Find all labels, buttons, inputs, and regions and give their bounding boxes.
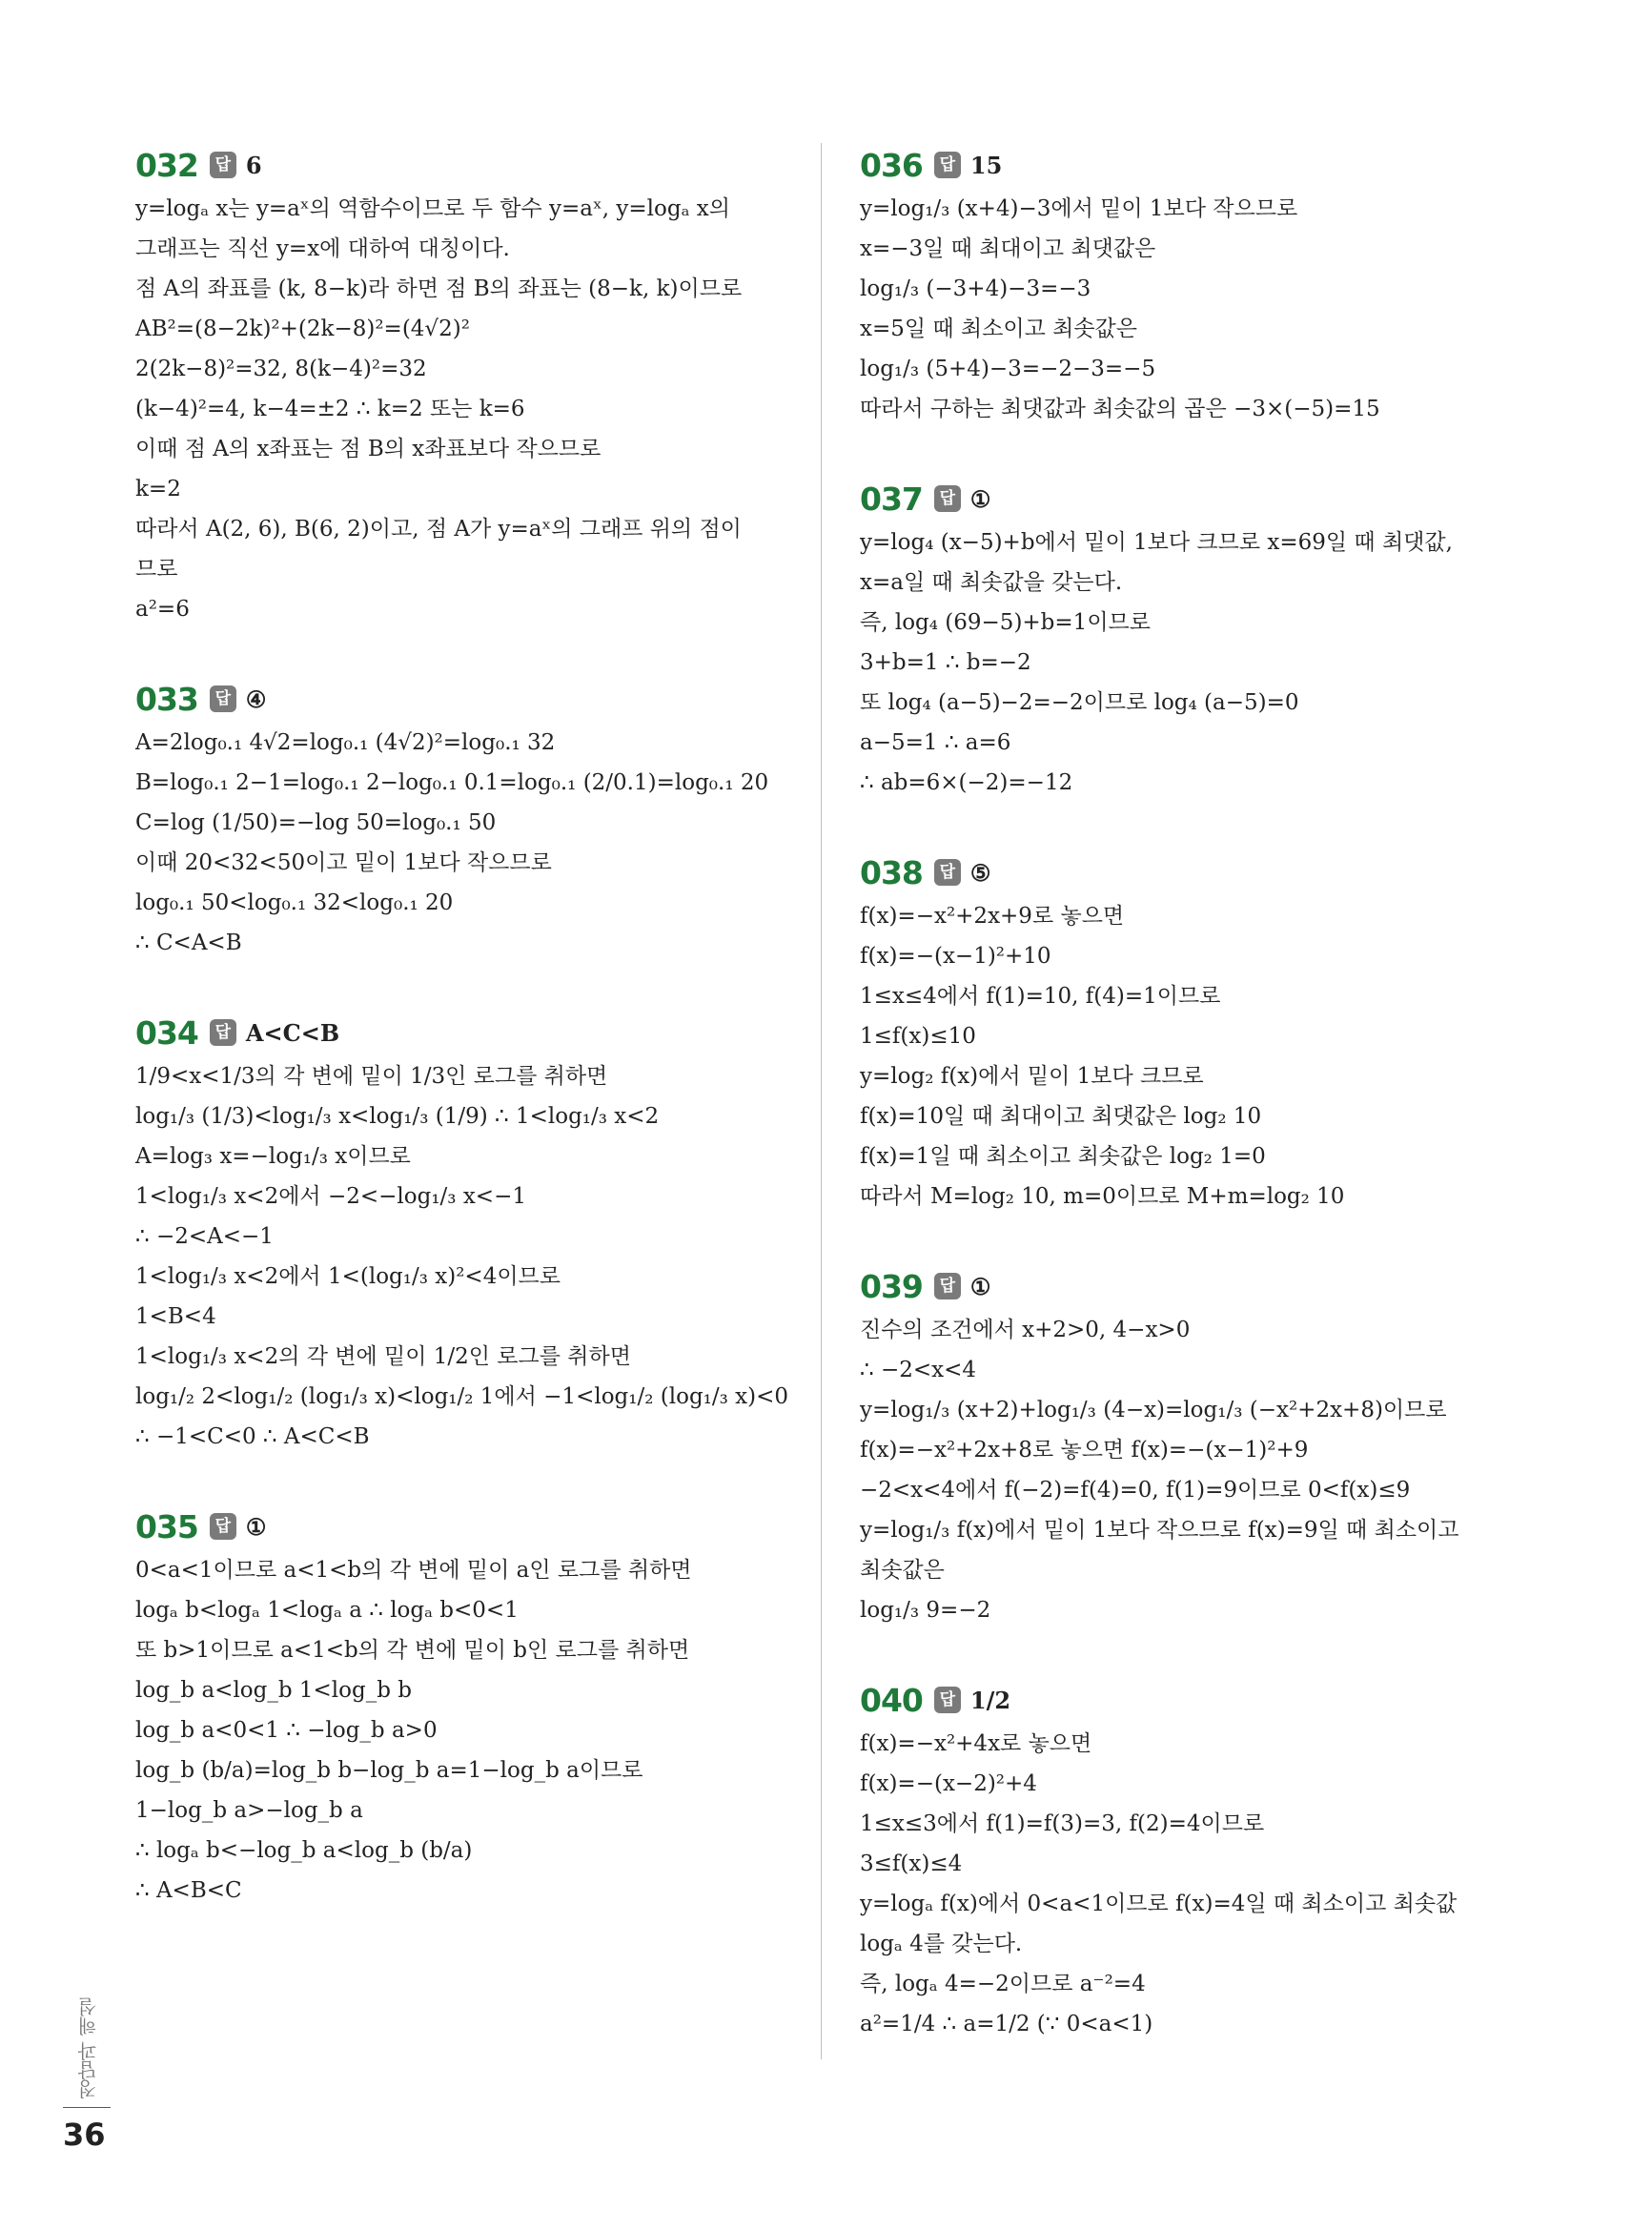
answer-tag: 답 xyxy=(934,1273,961,1299)
answer-tag: 답 xyxy=(210,1019,236,1046)
problem-037 xyxy=(860,477,1527,803)
problem-number: 037 xyxy=(860,480,923,518)
solution-line: x=−3일 때 최대이고 최댓값은 xyxy=(860,236,1156,261)
solution-line: ∴ C<A<B xyxy=(135,931,242,955)
solution-line: −2<x<4에서 f(−2)=f(4)=0, f(1)=9이므로 0<f(x)≤9 xyxy=(860,1478,1411,1503)
problem-header xyxy=(135,1504,793,1548)
answer-value: ④ xyxy=(245,685,267,713)
solution-line: 진수의 조건에서 x+2>0, 4−x>0 xyxy=(860,1318,1191,1342)
solution-line: C=log (1/50)=−log 50=log₀.₁ 50 xyxy=(135,810,497,835)
solution-line: y=log₂ f(x)에서 밑이 1보다 크므로 xyxy=(860,1064,1204,1089)
solution-line: a−5=1 ∴ a=6 xyxy=(860,730,1011,755)
problem-header xyxy=(135,143,793,187)
solution-line: 1−log_b a>−log_b a xyxy=(135,1798,363,1823)
solution-line: log₁/₃ 9=−2 xyxy=(860,1598,991,1623)
answer-tag: 답 xyxy=(210,685,236,712)
solution-line: k=2 xyxy=(135,477,181,501)
problem-header xyxy=(860,1678,1527,1722)
solution-line: 이때 점 A의 x좌표는 점 B의 x좌표보다 작으므로 xyxy=(135,437,602,461)
problem-number: 036 xyxy=(860,146,923,184)
solution-line: 점 A의 좌표를 (k, 8−k)라 하면 점 B의 좌표는 (8−k, k)이므로 xyxy=(135,276,743,301)
answer-tag: 답 xyxy=(210,1513,236,1540)
solution-line: logₐ b<logₐ 1<logₐ a ∴ logₐ b<0<1 xyxy=(135,1598,519,1623)
solution-line: 1≤x≤4에서 f(1)=10, f(4)=1이므로 xyxy=(860,984,1221,1009)
solution-line: ∴ −1<C<0 ∴ A<C<B xyxy=(135,1424,370,1449)
problem-number: 035 xyxy=(135,1507,198,1545)
solution-line: 1<log₁/₃ x<2에서 −2<−log₁/₃ x<−1 xyxy=(135,1184,526,1209)
solution-line: log_b (b/a)=log_b b−log_b a=1−log_b a이므로 xyxy=(135,1758,643,1783)
problem-number: 033 xyxy=(135,680,198,718)
solution-line: f(x)=−x²+4x로 놓으면 xyxy=(860,1731,1092,1756)
solution-line: 즉, logₐ 4=−2이므로 a⁻²=4 xyxy=(860,1972,1146,1996)
solution-line: 최솟값은 xyxy=(860,1558,945,1583)
problem-header xyxy=(860,850,1527,894)
solution-line: 1/9<x<1/3의 각 변에 밑이 1/3인 로그를 취하면 xyxy=(135,1064,608,1089)
problem-header xyxy=(860,477,1527,521)
problem-038 xyxy=(860,850,1527,1217)
answer-tag: 답 xyxy=(934,1687,961,1713)
problem-header xyxy=(135,677,793,721)
solution-line: y=log₁/₃ f(x)에서 밑이 1보다 작으므로 f(x)=9일 때 최소이고 xyxy=(860,1518,1459,1543)
solution-line: y=log₁/₃ (x+4)−3에서 밑이 1보다 작으므로 xyxy=(860,196,1298,221)
problem-034 xyxy=(135,1011,793,1457)
solution-line: log₁/₃ (1/3)<log₁/₃ x<log₁/₃ (1/9) ∴ 1<log₁/₃ x<2 xyxy=(135,1104,660,1129)
solution-line: 이때 20<32<50이고 밑이 1보다 작으므로 xyxy=(135,850,552,875)
problem-header xyxy=(860,1264,1527,1308)
solution-line: 1≤x≤3에서 f(1)=f(3)=3, f(2)=4이므로 xyxy=(860,1811,1265,1836)
solution-line: y=logₐ x는 y=aˣ의 역함수이므로 두 함수 y=aˣ, y=logₐ x의 xyxy=(135,196,730,221)
solution-line: ∴ −2<A<−1 xyxy=(135,1224,274,1249)
solution-line: A=2log₀.₁ 4√2=log₀.₁ (4√2)²=log₀.₁ 32 xyxy=(135,730,556,755)
solution-line: B=log₀.₁ 2−1=log₀.₁ 2−log₀.₁ 0.1=log₀.₁ (2/0.1)=log₀.₁ 20 xyxy=(135,770,769,795)
answer-value: 15 xyxy=(969,151,1003,179)
right-column xyxy=(860,143,1527,2092)
solution-line: 2(2k−8)²=32, 8(k−4)²=32 xyxy=(135,357,427,381)
solution-line: log₀.₁ 50<log₀.₁ 32<log₀.₁ 20 xyxy=(135,890,454,915)
problem-header xyxy=(860,143,1527,187)
solution-line: 1<log₁/₃ x<2의 각 변에 밑이 1/2인 로그를 취하면 xyxy=(135,1344,631,1369)
problem-035 xyxy=(135,1504,793,1911)
problem-040 xyxy=(860,1678,1527,2044)
solution-line: ∴ logₐ b<−log_b a<log_b (b/a) xyxy=(135,1838,473,1863)
answer-tag: 답 xyxy=(934,152,961,178)
solution-line: f(x)=−x²+2x+8로 놓으면 f(x)=−(x−1)²+9 xyxy=(860,1438,1309,1463)
solution-line: 3+b=1 ∴ b=−2 xyxy=(860,650,1031,675)
solution-line: f(x)=−(x−2)²+4 xyxy=(860,1771,1037,1796)
solution-line: 따라서 M=log₂ 10, m=0이므로 M+m=log₂ 10 xyxy=(860,1184,1345,1209)
solution-line: 그래프는 직선 y=x에 대하여 대칭이다. xyxy=(135,236,510,261)
problem-number: 032 xyxy=(135,146,198,184)
problem-number: 038 xyxy=(860,853,923,891)
answer-value: 6 xyxy=(245,151,262,179)
answer-tag: 답 xyxy=(210,152,236,178)
answer-value: ① xyxy=(969,1272,991,1300)
answer-value: A<C<B xyxy=(245,1018,340,1047)
footer-rule xyxy=(63,2107,111,2108)
solution-line: 또 log₄ (a−5)−2=−2이므로 log₄ (a−5)=0 xyxy=(860,690,1299,715)
page-number: 36 xyxy=(63,2117,106,2153)
solution-line: AB²=(8−2k)²+(2k−8)²=(4√2)² xyxy=(135,317,470,341)
answer-tag: 답 xyxy=(934,485,961,512)
problem-039 xyxy=(860,1264,1527,1630)
solution-line: log₁/₃ (5+4)−3=−2−3=−5 xyxy=(860,357,1156,381)
problem-number: 040 xyxy=(860,1681,923,1719)
solution-line: ∴ A<B<C xyxy=(135,1878,242,1903)
solution-line: x=a일 때 최솟값을 갖는다. xyxy=(860,570,1123,595)
solution-line: ∴ ab=6×(−2)=−12 xyxy=(860,770,1073,795)
solution-line: 므로 xyxy=(135,557,178,582)
solution-line: log₁/₃ (−3+4)−3=−3 xyxy=(860,276,1091,301)
solution-line: 1<log₁/₃ x<2에서 1<(log₁/₃ x)²<4이므로 xyxy=(135,1264,561,1289)
solution-line: (k−4)²=4, k−4=±2 ∴ k=2 또는 k=6 xyxy=(135,397,525,421)
answer-value: 1/2 xyxy=(969,1686,1011,1714)
solution-line: 따라서 A(2, 6), B(6, 2)이고, 점 A가 y=aˣ의 그래프 위의 점이 xyxy=(135,517,742,542)
solution-line: y=log₄ (x−5)+b에서 밑이 1보다 크므로 x=69일 때 최댓값, xyxy=(860,530,1453,555)
solution-line: f(x)=−(x−1)²+10 xyxy=(860,944,1051,969)
answer-value: ① xyxy=(245,1512,267,1541)
solution-line: logₐ 4를 갖는다. xyxy=(860,1932,1023,1956)
answer-value: ① xyxy=(969,484,991,513)
solution-line: x=5일 때 최소이고 최솟값은 xyxy=(860,317,1137,341)
solution-line: 따라서 구하는 최댓값과 최솟값의 곱은 −3×(−5)=15 xyxy=(860,397,1380,421)
column-divider xyxy=(821,143,822,2059)
solution-line: A=log₃ x=−log₁/₃ x이므로 xyxy=(135,1144,411,1169)
solution-line: 즉, log₄ (69−5)+b=1이므로 xyxy=(860,610,1151,635)
solution-line: log_b a<log_b 1<log_b b xyxy=(135,1678,412,1703)
solution-line: f(x)=−x²+2x+9로 놓으면 xyxy=(860,904,1125,929)
solution-line: 3≤f(x)≤4 xyxy=(860,1852,963,1876)
solution-line: 또 b>1이므로 a<1<b의 각 변에 밑이 b인 로그를 취하면 xyxy=(135,1638,690,1663)
solution-line: ∴ −2<x<4 xyxy=(860,1358,976,1382)
solution-line: a²=1/4 ∴ a=1/2 (∵ 0<a<1) xyxy=(860,2012,1153,2036)
solution-line: y=logₐ f(x)에서 0<a<1이므로 f(x)=4일 때 최소이고 최솟값 xyxy=(860,1892,1458,1916)
problem-number: 039 xyxy=(860,1267,923,1305)
answer-tag: 답 xyxy=(934,859,961,886)
solution-line: 1<B<4 xyxy=(135,1304,216,1329)
left-column xyxy=(135,143,793,1958)
answer-value: ⑤ xyxy=(969,858,991,887)
solution-line: 1≤f(x)≤10 xyxy=(860,1024,976,1049)
problem-header xyxy=(135,1011,793,1054)
solution-line: log₁/₂ 2<log₁/₂ (log₁/₃ x)<log₁/₂ 1에서 −1<log₁/₂ (log₁/₃ x)<0 xyxy=(135,1384,789,1409)
problem-032 xyxy=(135,143,793,629)
solution-line: a²=6 xyxy=(135,597,190,622)
solution-line: log_b a<0<1 ∴ −log_b a>0 xyxy=(135,1718,438,1743)
solution-line: f(x)=10일 때 최대이고 최댓값은 log₂ 10 xyxy=(860,1104,1262,1129)
problem-036 xyxy=(860,143,1527,429)
problem-number: 034 xyxy=(135,1013,198,1052)
solution-line: y=log₁/₃ (x+2)+log₁/₃ (4−x)=log₁/₃ (−x²+2x+8)이므로 xyxy=(860,1398,1447,1422)
problem-033 xyxy=(135,677,793,963)
solution-line: 0<a<1이므로 a<1<b의 각 변에 밑이 a인 로그를 취하면 xyxy=(135,1558,692,1583)
section-side-label: 정답과 해설 xyxy=(77,1997,100,2099)
solution-line: f(x)=1일 때 최소이고 최솟값은 log₂ 1=0 xyxy=(860,1144,1266,1169)
